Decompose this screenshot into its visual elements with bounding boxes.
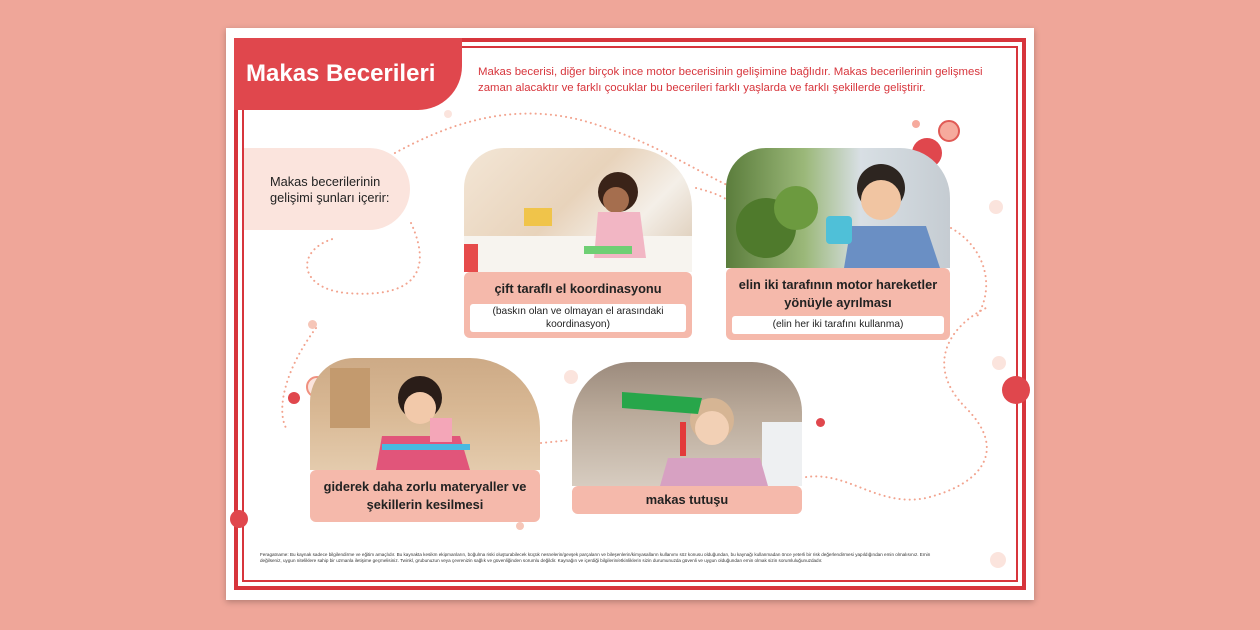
deco-circle (992, 356, 1006, 370)
card-title: makas tutuşu (645, 492, 729, 507)
disclaimer: Feragatname: Bu kaynak sadece bilgilendirme ve eğitim amaçlıdır. Bu kaynakta kesikm ekipmanların, boğulma riski oluşturabilecek küçük nesnelerin/gevşek parçaların ve bileşenlerin/kimyasalların kullanımı söz konusu olduğundan, bu kaynağı kullanmadan önce yeterli bir risk değerlendirmesi yapıldığından emin olmalısınız. Emin değilseniz, uygun niteliklere sahip bir uzmanla iletişime geçmelisiniz. Twinkl, grubunuzun veya çevrenizin sağlık ve güvenliğinden sorumlu değildir. Kaynağın ve içerdiği bilgilerin/etkinliklerin sizin durumunuzda güvenli ve uygun olduğundan emin olmak sizin sorumluluğunuzdadır. (260, 552, 931, 564)
deco-circle (288, 392, 300, 404)
deco-circle (912, 120, 920, 128)
photo-illustration (572, 362, 802, 486)
intro-text: Makas becerisi, diğer birçok ince motor becerisinin gelişimine bağlıdır. Makas becerilerinin gelişmesi zaman alacaktır ve farklı çocuklar bu becerileri farklı yaşlarda ve farklı şekillerde geliştirir. (478, 66, 983, 94)
card-subtitle: (baskın olan ve olmayan el arasındaki koordinasyon) (470, 304, 686, 332)
girl-cutting-paper-photo (464, 148, 692, 272)
card-title: giderek daha zorlu materyaller ve şekillerin kesilmesi (323, 479, 527, 512)
deco-circle (938, 120, 960, 142)
page-title: Makas Becerileri (246, 60, 436, 87)
girl-cutting-pink-paper-photo (310, 358, 540, 470)
intro-bubble (244, 148, 410, 230)
boy-with-spray-bottle-photo (726, 148, 950, 268)
card-caption (310, 470, 540, 522)
deco-circle (989, 200, 1003, 214)
deco-circle (230, 510, 248, 528)
deco-circle (816, 418, 825, 427)
deco-circle (444, 110, 452, 118)
card-caption (464, 272, 692, 338)
title-banner (234, 38, 462, 110)
worksheet (226, 28, 1034, 600)
card-subtitle: (elin her iki tarafını kullanma) (732, 316, 944, 334)
card-title: elin iki tarafının motor hareketler yönüyle ayrılması (738, 277, 938, 310)
deco-circle (516, 522, 524, 530)
card-caption (572, 486, 802, 514)
card-title: çift taraflı el koordinasyonu (494, 281, 662, 296)
card-caption (726, 268, 950, 340)
child-cutting-green-paper-photo (572, 362, 802, 486)
photo-illustration (310, 358, 540, 470)
deco-circle (990, 552, 1006, 568)
deco-circle (564, 370, 578, 384)
bubble-text: Makas becerilerinin gelişimi şunları içerir: (270, 174, 390, 205)
photo-illustration (726, 148, 950, 268)
photo-illustration (464, 148, 692, 272)
deco-circle (1002, 376, 1030, 404)
deco-circle (308, 320, 317, 329)
